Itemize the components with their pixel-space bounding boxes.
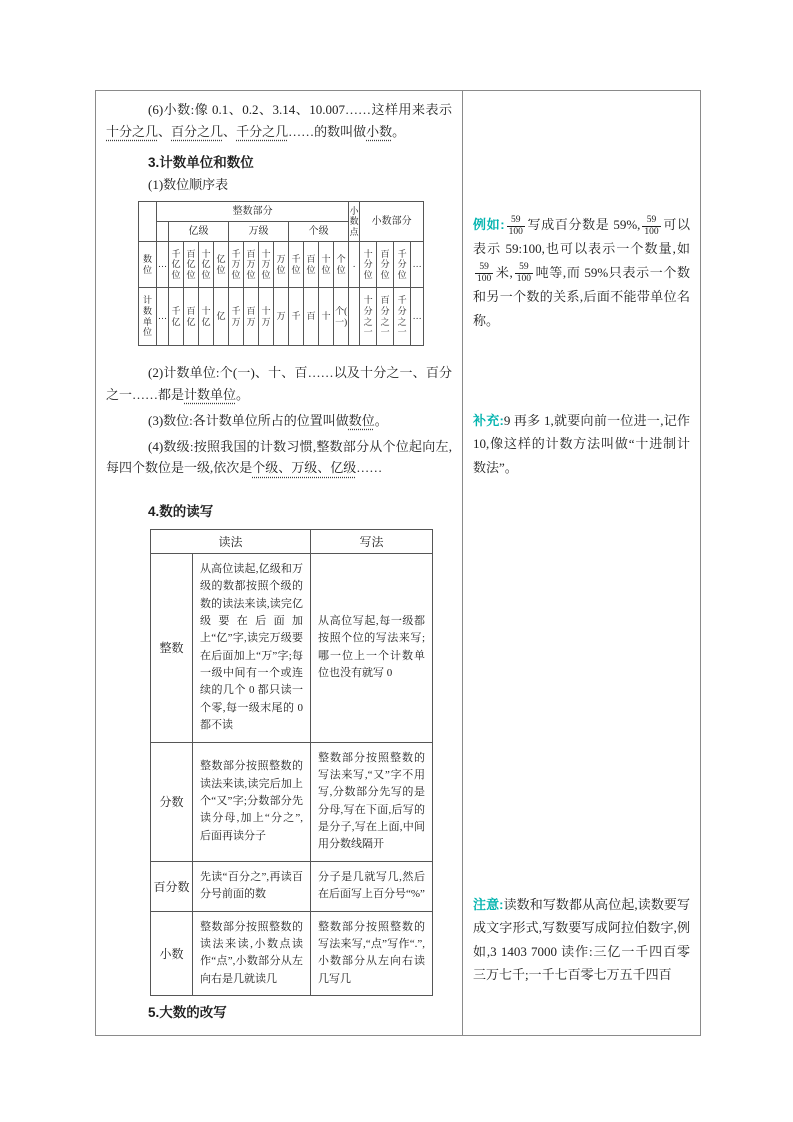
digit-cell: 百位: [304, 242, 319, 288]
table-row-integer: [151, 553, 433, 742]
digit-cell: 百万位: [244, 242, 259, 288]
decimal-part-header: 小数部分: [360, 202, 424, 242]
attention-note: [473, 893, 690, 987]
decimal-write-rule: 整数部分按照整数的写法来写,“点”写作“.”,小数部分从左向右读几写几: [311, 911, 433, 996]
unit-cell: 个(一): [334, 288, 349, 346]
row-label-fraction: 分数: [151, 742, 193, 861]
unit-cell: 十亿: [199, 288, 214, 346]
supplement-note: [473, 409, 690, 479]
integer-part-header: 整数部分: [157, 202, 349, 222]
paragraph-digit-position: (3)数位:各计数单位所占的位置叫做数位。: [148, 412, 388, 428]
percentage-write-rule: 分子是几就写几,然后在后面写上百分号“%”: [311, 861, 433, 911]
digit-cell: 千分位: [394, 242, 411, 288]
paragraph-counting-units: (2)计数单位:个(一)、十、百……以及十分之一、百分之一……都是计数单位。: [106, 365, 452, 402]
fraction-read-rule: 整数部分按照整数的读法来读,读完后加上个“又”字;分数部分先读分母,加上“分之”,后面再读分子: [193, 742, 311, 861]
table-row-decimal: [151, 911, 433, 996]
digit-cell: 万位: [274, 242, 289, 288]
margin-notes-column: [463, 91, 700, 1035]
digit-cell: 百分位: [377, 242, 394, 288]
unit-cell: 千: [289, 288, 304, 346]
digit-cell: 十亿位: [199, 242, 214, 288]
row-label-counting-units: 计数单位: [139, 288, 157, 346]
digit-cell: 十万位: [259, 242, 274, 288]
level-yi: 亿级: [169, 222, 229, 242]
document-page: [95, 90, 701, 1036]
example-text: $\frac{59}{100}$ 写成百分数是 59%, $\frac{59}{100}$ 可以表示 59:100,也可以表示一个数量,如 $\frac{59}{100}$ 米, $\frac{59}{100}$ 吨等,而 59%只表示一个数和另一个数的关系,后面不能带单位名称。: [473, 214, 690, 328]
heading-counting-units-and-digits: 3.计数单位和数位: [148, 154, 254, 170]
unit-cell: 百分之一: [377, 288, 394, 346]
inline-fraction: $\frac{59}{100}$: [508, 214, 523, 237]
unit-cell: …: [411, 288, 424, 346]
table-row-fraction: [151, 742, 433, 861]
supplement-text: 9 再多 1,就要向前一位进一,记作 10,像这样的计数方法叫做“十进制计数法”。: [473, 413, 690, 475]
digit-cell: …: [411, 242, 424, 288]
unit-cell: 百亿: [184, 288, 199, 346]
digit-cell: 十分位: [360, 242, 377, 288]
table-row-percentage: [151, 861, 433, 911]
unit-cell: 亿: [214, 288, 229, 346]
digit-cell: …: [157, 242, 169, 288]
decimal-read-rule: 整数部分按照整数的读法来读,小数点读作“点”,小数部分从左向右是几就读几: [193, 911, 311, 996]
digit-cell: 亿位: [214, 242, 229, 288]
heading-rewriting-large-numbers: 5.大数的改写: [148, 1005, 227, 1021]
row-label-digit-positions: 数位: [139, 242, 157, 288]
digit-table-corner: [139, 202, 157, 242]
attention-label: 注意:: [473, 897, 504, 912]
example-note: [473, 213, 690, 332]
unit-cell: …: [157, 288, 169, 346]
digit-order-table: [138, 201, 424, 346]
write-method-header: 写法: [311, 529, 433, 553]
unit-cell: 千亿: [169, 288, 184, 346]
unit-cell: 百: [304, 288, 319, 346]
main-column: [96, 91, 463, 1035]
inline-fraction: $\frac{59}{100}$: [477, 262, 492, 285]
row-label-integer: 整数: [151, 553, 193, 742]
level-ge: 个级: [289, 222, 349, 242]
paragraph-number-levels: (4)数级:按照我国的计数习惯,整数部分从个位起向左,每四个数位是一级,依次是个级、万级、亿级……: [106, 438, 452, 476]
decimal-point-header: 小数点: [349, 202, 360, 242]
level-spacer-cell: [157, 222, 169, 242]
fraction-write-rule: 整数部分按照整数的写法来写,“又”字不用写,分数部分先写的是分母,写在下面,后写的是分子,写在上面,中间用分数线隔开: [311, 742, 433, 861]
digit-cell: 十位: [319, 242, 334, 288]
unit-cell: 百万: [244, 288, 259, 346]
attention-text: 读数和写数都从高位起,读数要写成文字形式,写数要写成阿拉伯数字,例如,3 1403 7000 读作:三亿一千四百零三万七千;一千七百零七万五千四百: [473, 897, 690, 983]
unit-cell: 千分之一: [394, 288, 411, 346]
heading-reading-writing-numbers: 4.数的读写: [148, 504, 214, 520]
unit-cell: 千万: [229, 288, 244, 346]
level-wan: 万级: [229, 222, 289, 242]
unit-cell: 十分之一: [360, 288, 377, 346]
digit-cell: 千位: [289, 242, 304, 288]
digit-cell: 千万位: [229, 242, 244, 288]
unit-cell: 万: [274, 288, 289, 346]
integer-read-rule: 从高位读起,亿级和万级的数都按照个级的数的读法来读,读完亿级要在后面加上“亿”字,读完万级要在后面加上“万”字;每一级中间有一个或连续的几个 0 都只读一个零,每一级末尾的 0 都不读: [193, 553, 311, 742]
digit-cell: 百亿位: [184, 242, 199, 288]
supplement-label: 补充:: [473, 413, 504, 428]
read-method-header: 读法: [151, 529, 311, 553]
paragraph-decimal-definition: (6)小数:像 0.1、0.2、3.14、10.007……这样用来表示十分之几、百分之几、千分之几……的数叫做小数。: [106, 102, 452, 139]
integer-write-rule: 从高位写起,每一级都按照个位的写法来写;哪一位上一个计数单位也没有就写 0: [311, 553, 433, 742]
row-label-decimal: 小数: [151, 911, 193, 996]
unit-cell: 十: [319, 288, 334, 346]
inline-fraction: $\frac{59}{100}$: [516, 262, 532, 285]
digit-cell: 个位: [334, 242, 349, 288]
percentage-read-rule: 先读“百分之”,再读百分号前面的数: [193, 861, 311, 911]
decimal-point-cell: [349, 288, 360, 346]
unit-cell: 十万: [259, 288, 274, 346]
read-write-table: [150, 529, 433, 996]
inline-fraction: $\frac{59}{100}$: [644, 214, 659, 237]
example-label: 例如:: [473, 217, 505, 232]
row-label-percentage: 百分数: [151, 861, 193, 911]
subheading-digit-order-table: (1)数位顺序表: [148, 177, 229, 193]
decimal-point-cell: .: [349, 242, 360, 288]
digit-cell: 千亿位: [169, 242, 184, 288]
